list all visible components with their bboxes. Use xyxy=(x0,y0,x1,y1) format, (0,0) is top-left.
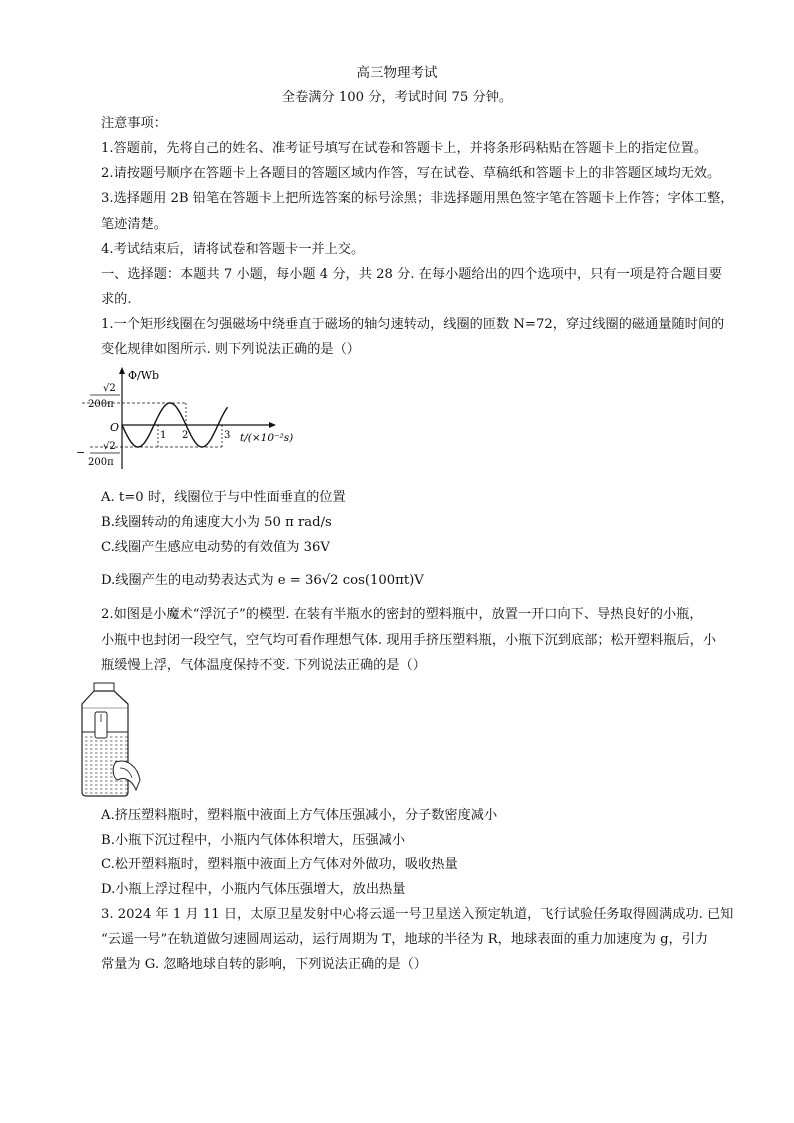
notice-item: 笔迹清楚。 xyxy=(101,217,167,232)
q3-stem-cont: 常量为 G. 忽略地球自转的影响，下列说法正确的是（） xyxy=(101,957,427,972)
q1-stem-cont: 变化规律如图所示. 则下列说法正确的是（） xyxy=(101,342,360,357)
exam-title: 高三物理考试 xyxy=(356,65,438,81)
q1-stem: 1.一个矩形线圈在匀强磁场中绕垂直于磁场的轴匀速转动，线圈的匝数 N=72，穿过线圈的磁通量随时间的 xyxy=(101,317,725,332)
q2-option-c: C.松开塑料瓶时，塑料瓶中液面上方气体对外做功，吸收热量 xyxy=(101,857,458,872)
y-max-numerator: √2 xyxy=(103,383,116,394)
notice-heading: 注意事项： xyxy=(101,116,167,131)
q2-option-b: B.小瓶下沉过程中，小瓶内气体体积增大，压强减小 xyxy=(101,833,406,848)
x-axis-arrow xyxy=(269,422,276,428)
q3-stem: 3. 2024 年 1 月 11 日，太原卫星发射中心将云遥一号卫星送入预定轨道，飞行试验任务取得圆满成功. 已知 xyxy=(101,907,734,922)
tick-label: 3 xyxy=(224,430,231,441)
x-axis-label: t/(×10⁻²s) xyxy=(240,432,294,444)
section-heading-cont: 求的. xyxy=(101,292,132,307)
q1-option-c: C.线圈产生感应电动势的有效值为 36V xyxy=(101,540,330,555)
notice-item: 3.选择题用 2B 铅笔在答题卡上把所选答案的标号涂黑；非选择题用黑色签字笔在答题卡上作答；字体工整， xyxy=(101,191,734,206)
notice-item: 1.答题前，先将自己的姓名、准考证号填写在试卷和答题卡上，并将条形码粘贴在答题卡上的指定位置。 xyxy=(101,141,708,156)
exam-subtitle: 全卷满分 100 分，考试时间 75 分钟。 xyxy=(281,90,513,105)
origin-label: O xyxy=(110,421,120,434)
floating-diver-bottle-illustration xyxy=(76,682,146,798)
q1-option-b: B.线圈转动的角速度大小为 50 π rad/s xyxy=(101,515,332,530)
q2-option-a: A.挤压塑料瓶时，塑料瓶中液面上方气体压强减小，分子数密度减小 xyxy=(101,808,498,823)
q3-stem-cont: “云遥一号”在轨道做匀速圆周运动，运行周期为 T，地球的半径为 R，地球表面的重力加速度为 g，引力 xyxy=(101,932,709,947)
q2-option-d: D.小瓶上浮过程中，小瓶内气体压强增大，放出热量 xyxy=(101,882,406,897)
y-min-numerator: √2 xyxy=(103,441,116,452)
tick-label: 1 xyxy=(160,430,167,441)
notice-item: 2.请按题号顺序在答题卡上各题目的答题区域内作答，写在试卷、草稿纸和答题卡上的非答题区域均无效。 xyxy=(101,166,721,181)
y-axis-label: Φ/Wb xyxy=(128,369,160,382)
q2-stem-cont: 瓶缓慢上浮，气体温度保持不变. 下列说法正确的是（） xyxy=(101,658,426,673)
bottle-cap xyxy=(94,683,114,691)
notice-item: 4.考试结束后，请将试卷和答题卡一并上交。 xyxy=(101,242,365,257)
y-axis-arrow xyxy=(119,367,125,374)
q2-stem-cont: 小瓶中也封闭一段空气，空气均可看作理想气体. 现用手挤压塑料瓶，小瓶下沉到底部；松开塑料瓶后，小 xyxy=(101,633,717,648)
y-max-denominator: 200π xyxy=(88,399,114,410)
y-min-denominator: 200π xyxy=(88,457,114,468)
plastic-bottle xyxy=(82,691,128,796)
tick-label: 2 xyxy=(182,430,189,441)
section-heading: 一、选择题：本题共 7 小题，每小题 4 分，共 28 分. 在每小题给出的四个选项中，只有一项是符合题目要 xyxy=(101,267,722,282)
y-min-sign: − xyxy=(76,446,86,459)
q1-option-d: D.线圈产生的电动势表达式为 e = 36√2 cos(100πt)V xyxy=(101,573,424,588)
q2-stem: 2.如图是小魔术“浮沉子”的模型. 在装有半瓶水的密封的塑料瓶中，放置一开口向下、导热良好的小瓶， xyxy=(101,607,703,622)
q1-option-a: A. t=0 时，线圈位于与中性面垂直的位置 xyxy=(101,490,346,505)
flux-time-graph xyxy=(76,365,316,475)
squeezing-hand xyxy=(113,761,140,790)
